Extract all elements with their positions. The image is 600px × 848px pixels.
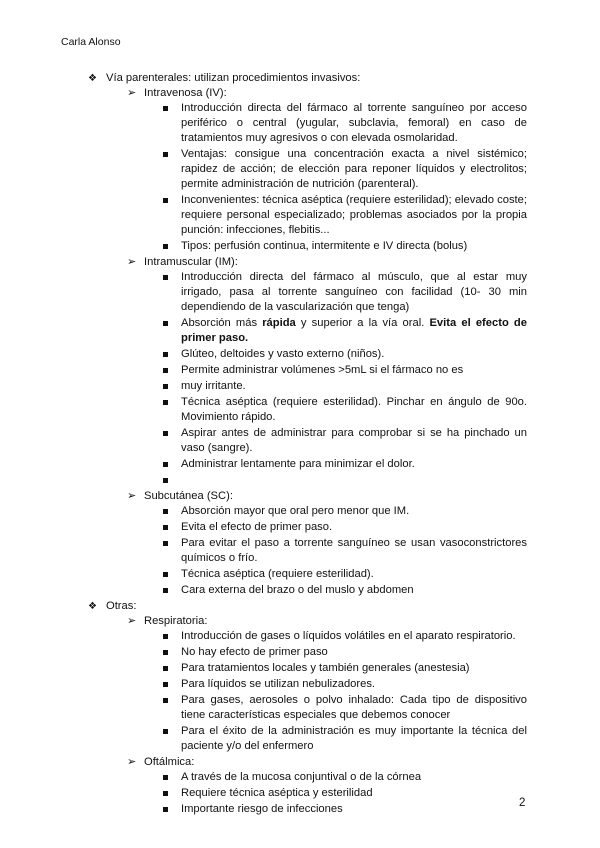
subsection-heading bbox=[0, 86, 527, 101]
list-item: Importante riesgo de infecciones bbox=[0, 802, 527, 817]
square-bullet-icon bbox=[163, 572, 168, 577]
square-bullet-icon bbox=[163, 275, 168, 280]
list-item: Administrar lentamente para minimizar el dolor. bbox=[0, 457, 527, 472]
section-heading bbox=[0, 71, 527, 86]
list-item: Para evitar el paso a torrente sanguíneo se usan vasoconstrictores químicos o frío. bbox=[0, 536, 527, 566]
document-body bbox=[0, 70, 600, 818]
subsection-heading bbox=[0, 255, 527, 270]
square-bullet-icon bbox=[163, 152, 168, 157]
square-bullet-icon bbox=[163, 321, 168, 326]
list-item: Inconvenientes: técnica aséptica (requiere esterilidad); elevado coste; requiere personal especializado; problemas asociados por la propia punción: infecciones, flebitis... bbox=[0, 193, 527, 238]
subsection-heading bbox=[0, 614, 527, 629]
square-bullet-icon bbox=[163, 682, 168, 687]
list-item bbox=[0, 473, 527, 488]
section-title: Vía parenterales: utilizan procedimientos invasivos: bbox=[106, 72, 361, 84]
list-item: Ventajas: consigue una concentración exacta a nivel sistémico; rapidez de acción; de elección para reponer líquidos y electrolitos; permite administración de nutrición (parenteral). bbox=[0, 147, 527, 192]
list-item: Cara externa del brazo o del muslo y abdomen bbox=[0, 583, 527, 598]
list-item: Introducción de gases o líquidos volátiles en el aparato respiratorio. bbox=[0, 629, 527, 644]
list-item: Aspirar antes de administrar para comprobar si se ha pinchado un vaso (sangre). bbox=[0, 426, 527, 456]
square-bullet-icon bbox=[163, 368, 168, 373]
diamond-bullet-icon: ❖ bbox=[88, 73, 97, 84]
list-item: Para tratamientos locales y también generales (anestesia) bbox=[0, 661, 527, 676]
section-heading bbox=[0, 599, 527, 614]
subsection-title: Respiratoria: bbox=[144, 615, 208, 627]
subsection-title: Intravenosa (IV): bbox=[144, 87, 227, 99]
subsection-title: Subcutánea (SC): bbox=[144, 490, 233, 502]
list-item: Introducción directa del fármaco al músculo, que al estar muy irrigado, pasa al torrente sanguíneo con facilidad (10- 30 min dependiendo de la vascularización que tenga) bbox=[0, 270, 527, 315]
list-item: A través de la mucosa conjuntival o de la córnea bbox=[0, 770, 527, 785]
list-item: Técnica aséptica (requiere esterilidad). bbox=[0, 567, 527, 582]
page-number: 2 bbox=[519, 797, 526, 809]
square-bullet-icon bbox=[163, 198, 168, 203]
list-item: Para el éxito de la administración es muy importante la técnica del paciente y/o del enfermero bbox=[0, 724, 527, 754]
square-bullet-icon bbox=[163, 431, 168, 436]
square-bullet-icon bbox=[163, 666, 168, 671]
square-bullet-icon bbox=[163, 352, 168, 357]
arrow-bullet-icon: ➢ bbox=[127, 756, 137, 768]
subsection-heading bbox=[0, 489, 527, 504]
list-item: No hay efecto de primer paso bbox=[0, 645, 527, 660]
arrow-bullet-icon: ➢ bbox=[127, 615, 137, 627]
bold-text: Evita el efecto de primer paso. bbox=[181, 317, 527, 344]
arrow-bullet-icon: ➢ bbox=[127, 87, 137, 99]
square-bullet-icon bbox=[163, 462, 168, 467]
square-bullet-icon bbox=[163, 634, 168, 639]
subsection-title: Oftálmica: bbox=[144, 756, 195, 768]
square-bullet-icon bbox=[163, 106, 168, 111]
square-bullet-icon bbox=[163, 588, 168, 593]
square-bullet-icon bbox=[163, 400, 168, 405]
list-item: Introducción directa del fármaco al torrente sanguíneo por acceso periférico o central (yugular, subclavia, femoral) en caso de tratamientos muy agresivos o con elevada osmolaridad. bbox=[0, 101, 527, 146]
list-item: Glúteo, deltoides y vasto externo (niños). bbox=[0, 347, 527, 362]
page-header-author: Carla Alonso bbox=[61, 36, 121, 48]
list-item: Evita el efecto de primer paso. bbox=[0, 520, 527, 535]
square-bullet-icon bbox=[163, 807, 168, 812]
square-bullet-icon bbox=[163, 650, 168, 655]
list-item: Técnica aséptica (requiere esterilidad). Pinchar en ángulo de 90o. Movimiento rápido. bbox=[0, 395, 527, 425]
bold-text: rápida bbox=[262, 317, 296, 329]
list-item: Permite administrar volúmenes >5mL si el fármaco no es bbox=[0, 363, 527, 378]
list-item: Para gases, aerosoles o polvo inhalado: Cada tipo de dispositivo tiene características especiales que debemos conocer bbox=[0, 693, 527, 723]
subsection-title: Intramuscular (IM): bbox=[144, 256, 238, 268]
square-bullet-icon bbox=[163, 541, 168, 546]
square-bullet-icon bbox=[163, 775, 168, 780]
square-bullet-icon bbox=[163, 698, 168, 703]
arrow-bullet-icon: ➢ bbox=[127, 490, 137, 502]
square-bullet-icon bbox=[163, 478, 168, 483]
arrow-bullet-icon: ➢ bbox=[127, 256, 137, 268]
diamond-bullet-icon: ❖ bbox=[88, 601, 97, 612]
square-bullet-icon bbox=[163, 244, 168, 249]
square-bullet-icon bbox=[163, 509, 168, 514]
square-bullet-icon bbox=[163, 384, 168, 389]
list-item: Tipos: perfusión continua, intermitente e IV directa (bolus) bbox=[0, 239, 527, 254]
subsection-heading bbox=[0, 755, 527, 770]
list-item: Absorción más rápida y superior a la vía oral. Evita el efecto de primer paso. bbox=[0, 316, 527, 346]
list-item: muy irritante. bbox=[0, 379, 527, 394]
list-item: Para líquidos se utilizan nebulizadores. bbox=[0, 677, 527, 692]
square-bullet-icon bbox=[163, 525, 168, 530]
list-item: Requiere técnica aséptica y esterilidad bbox=[0, 786, 527, 801]
list-item: Absorción mayor que oral pero menor que IM. bbox=[0, 504, 527, 519]
square-bullet-icon bbox=[163, 791, 168, 796]
square-bullet-icon bbox=[163, 729, 168, 734]
section-title: Otras: bbox=[106, 600, 137, 612]
